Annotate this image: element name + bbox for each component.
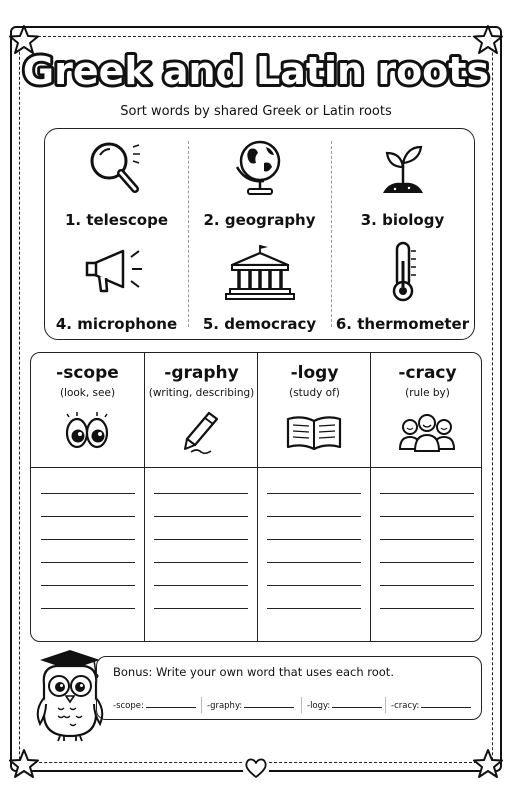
root-meaning: (look, see) xyxy=(59,387,116,399)
page-title xyxy=(0,40,512,100)
bonus-field-cracy[interactable] xyxy=(391,701,471,711)
bonus-field-scope[interactable] xyxy=(113,701,196,711)
people-group-icon xyxy=(397,409,457,455)
word-card-biology xyxy=(331,131,474,237)
word-label: 1. telescope xyxy=(64,211,169,229)
answer-line[interactable] xyxy=(154,493,248,494)
government-building-icon xyxy=(220,241,300,303)
root-header: -logy xyxy=(290,363,339,383)
star-icon xyxy=(472,748,504,780)
answer-line[interactable] xyxy=(154,516,248,517)
word-label: 6. thermometer xyxy=(335,315,470,333)
answer-line[interactable] xyxy=(380,539,474,540)
answer-blank[interactable] xyxy=(244,707,294,708)
word-label: 4. microphone xyxy=(55,315,178,333)
word-card-telescope xyxy=(45,131,188,237)
sorting-table xyxy=(30,352,482,642)
answer-line[interactable] xyxy=(380,562,474,563)
root-meaning: (writing, describing) xyxy=(148,387,255,399)
answer-line[interactable] xyxy=(154,562,248,563)
subtitle: Sort words by shared Greek or Latin roots xyxy=(120,104,392,119)
bonus-field-label: -scope: xyxy=(113,701,144,711)
word-card-geography xyxy=(188,131,331,237)
header-divider xyxy=(31,467,482,468)
word-label: 2. geography xyxy=(203,211,316,229)
answer-line[interactable] xyxy=(41,562,135,563)
answer-line[interactable] xyxy=(41,539,135,540)
answer-line[interactable] xyxy=(41,493,135,494)
root-meaning: (study of) xyxy=(289,387,340,399)
open-book-icon xyxy=(284,409,344,455)
answer-line[interactable] xyxy=(154,585,248,586)
bonus-field-logy[interactable] xyxy=(307,701,382,711)
answer-line[interactable] xyxy=(267,539,361,540)
answer-line[interactable] xyxy=(380,493,474,494)
eyes-icon xyxy=(57,409,117,455)
bonus-prompt: Bonus: Write your own word that uses each root. xyxy=(113,665,394,679)
star-icon xyxy=(8,748,40,780)
bonus-field-label: -logy: xyxy=(307,701,331,711)
bonus-field-label: -graphy: xyxy=(207,701,243,711)
answer-line[interactable] xyxy=(267,493,361,494)
answer-line[interactable] xyxy=(380,608,474,609)
thermometer-icon xyxy=(363,241,443,303)
divider xyxy=(385,697,386,713)
answer-blank[interactable] xyxy=(332,707,382,708)
divider xyxy=(301,697,302,713)
sprout-icon xyxy=(363,137,443,199)
answer-line[interactable] xyxy=(267,585,361,586)
word-bank xyxy=(44,128,475,340)
word-card-democracy xyxy=(188,235,331,341)
root-column-graphy xyxy=(144,353,258,642)
answer-blank[interactable] xyxy=(421,707,471,708)
magnifying-glass-icon xyxy=(77,137,157,199)
answer-line[interactable] xyxy=(41,608,135,609)
answer-line[interactable] xyxy=(267,516,361,517)
answer-line[interactable] xyxy=(267,608,361,609)
answer-line[interactable] xyxy=(41,516,135,517)
answer-line[interactable] xyxy=(154,539,248,540)
bonus-field-graphy[interactable] xyxy=(207,701,294,711)
answer-line[interactable] xyxy=(154,608,248,609)
root-column-logy xyxy=(257,353,371,642)
answer-line[interactable] xyxy=(41,585,135,586)
root-column-cracy xyxy=(370,353,482,642)
word-card-thermometer xyxy=(331,235,474,341)
heart-icon xyxy=(243,756,269,780)
root-column-scope xyxy=(31,353,144,642)
word-label: 5. democracy xyxy=(202,315,317,333)
word-label: 3. biology xyxy=(360,211,445,229)
pencil-icon xyxy=(171,409,231,455)
word-card-microphone xyxy=(45,235,188,341)
globe-icon xyxy=(220,137,300,199)
megaphone-icon xyxy=(77,241,157,303)
root-header: -graphy xyxy=(164,363,239,383)
answer-line[interactable] xyxy=(267,562,361,563)
bonus-box xyxy=(96,656,482,720)
svg-text:Greek and Latin roots: Greek and Latin roots xyxy=(22,49,490,93)
answer-line[interactable] xyxy=(380,585,474,586)
root-header: -scope xyxy=(56,363,119,383)
divider xyxy=(201,697,202,713)
root-meaning: (rule by) xyxy=(405,387,450,399)
root-header: -cracy xyxy=(398,363,457,383)
bonus-field-label: -cracy: xyxy=(391,701,420,711)
answer-blank[interactable] xyxy=(146,707,196,708)
answer-line[interactable] xyxy=(380,516,474,517)
